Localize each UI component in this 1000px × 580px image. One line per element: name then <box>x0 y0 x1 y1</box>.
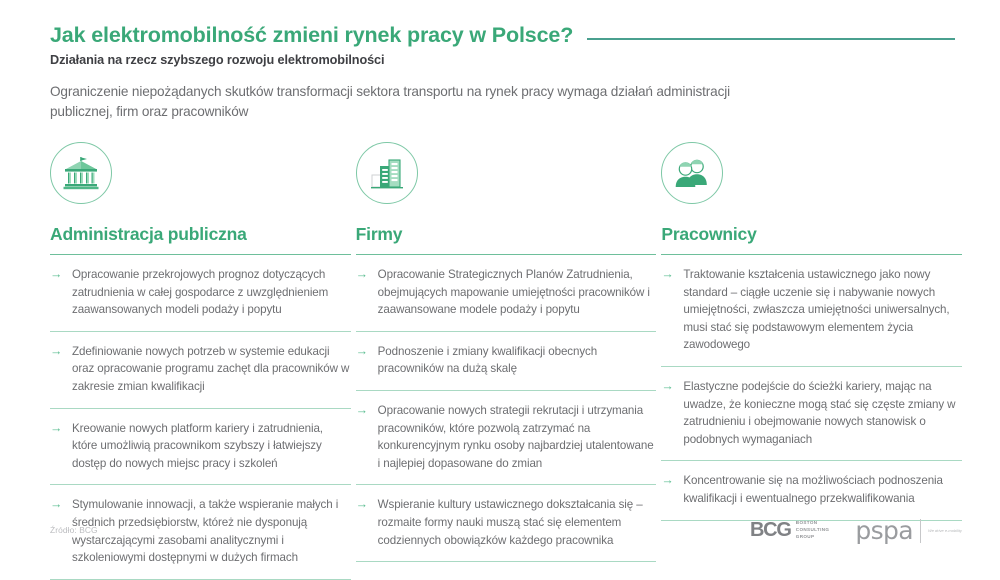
arrow-right-icon: → <box>355 497 369 512</box>
arrow-right-icon: → <box>661 267 674 281</box>
column-title: Administracja publiczna <box>50 224 247 244</box>
title-rule <box>587 38 955 40</box>
list-item-text: Traktowanie kształcenia ustawicznego jako nowy standard – ciągłe uczenie się i nabywanie nowych umiejętności, zwłaszcza umiejętności uniwersalnych, musi stać się podstawowym elementem życia zawodowego <box>683 268 950 352</box>
column-divider <box>356 561 657 562</box>
intro-paragraph: Ograniczenie niepożądanych skutków transformacji sektora transportu na rynek pracy wymaga działań administracji publicznej, firm oraz pracowników <box>50 84 730 119</box>
list-item-text: Podnoszenie i zmiany kwalifikacji obecnych pracowników na dużą skalę <box>377 344 598 376</box>
arrow-right-icon: → <box>661 473 674 488</box>
list-item <box>356 391 657 484</box>
bcg-logo-line2: CONSULTING <box>795 527 830 533</box>
source-note: Źródło: BCG <box>50 525 98 535</box>
arrow-right-icon: → <box>355 267 369 281</box>
column-administracja-publiczna <box>50 142 351 580</box>
column-firmy <box>356 142 657 580</box>
arrow-right-icon: → <box>50 497 63 512</box>
logos-container <box>750 516 964 545</box>
list-item-text: Elastyczne podejście do ścieżki kariery, mając na uwadze, że konieczne mogą stać się częste zmiany w zatrudnieniu i obejmowanie nowych stanowisk o podobnych wymaganiach <box>683 380 956 446</box>
column-pracownicy <box>661 142 962 580</box>
arrow-right-icon: → <box>355 403 369 418</box>
arrow-right-icon: → <box>50 420 63 435</box>
title-row <box>50 24 955 48</box>
bcg-logo-line3: GROUP <box>795 533 815 539</box>
column-title: Pracownicy <box>661 224 757 244</box>
list-item-text: Koncentrowanie się na możliwościach podnoszenia kwalifikacji i ewentualnego przekwalifikowania <box>683 474 943 506</box>
list-item-text: Opracowanie Strategicznych Planów Zatrudnienia, obejmujących mapowanie umiejętności pracowników i zaawansowane modele podaży i popytu <box>377 268 650 317</box>
two-people-icon <box>661 142 723 204</box>
list-item <box>661 367 962 460</box>
arrow-right-icon: → <box>50 343 63 358</box>
list-item-text: Zdefiniowanie nowych potrzeb w systemie edukacji oraz opracowanie programu zachęt dla pracowników w zakresie zmian kwalifikacji <box>72 344 350 394</box>
arrow-right-icon: → <box>50 267 63 281</box>
list-item-text: Wspieranie kultury ustawicznego dokształcania się – rozmaite formy nauki muszą stać się elementem codziennych obowiązków każdego pracownika <box>377 498 643 547</box>
government-building-icon <box>50 142 112 204</box>
columns-container <box>50 142 962 580</box>
bcg-logo <box>750 519 829 542</box>
bcg-logo-subtext <box>796 520 830 541</box>
list-item-text: Opracowanie przekrojowych prognoz dotyczących zatrudnienia w całej gospodarce z uwzględnieniem zaawansowanych modeli podaży i popytu <box>72 268 329 317</box>
pspa-logo-divider <box>920 519 921 543</box>
list-item <box>356 332 657 390</box>
list-item <box>356 255 657 331</box>
list-item <box>661 461 962 519</box>
list-item <box>356 485 657 561</box>
bcg-wordmark: BCG <box>749 519 791 541</box>
list-item-text: Kreowanie nowych platform kariery i zatrudnienia, które umożliwią pracownikom szybszy i łatwiejszy dostęp do nowych miejsc pracy i szkoleń <box>72 421 323 470</box>
list-item-text: Opracowanie nowych strategii rekrutacji i utrzymania pracowników, które pozwolą zatrzymać na konkurencyjnym rynku osoby najbardziej utalentowane i najlepiej dopasowane do zmian <box>377 404 654 470</box>
list-item-text: Stymulowanie innowacji, a także wspieranie małych i średnich przedsiębiorstw, któreż nie dysponują wystarczającymi zasobami analitycznymi i szkoleniowymi dostępnymi w dużych firmach <box>72 498 339 565</box>
arrow-right-icon: → <box>355 343 369 358</box>
list-item <box>661 255 962 366</box>
pspa-wordmark: pspa <box>855 516 913 545</box>
header <box>50 24 955 67</box>
column-title: Firmy <box>355 224 403 244</box>
list-item <box>50 255 351 331</box>
list-item <box>50 409 351 485</box>
pspa-logo-tagline: We drive e-mobility <box>928 527 962 533</box>
arrow-right-icon: → <box>661 379 674 394</box>
list-item <box>50 332 351 408</box>
page-title: Jak elektromobilność zmieni rynek pracy w Polsce? <box>50 23 574 47</box>
office-buildings-icon <box>356 142 418 204</box>
pspa-logo <box>855 516 964 545</box>
bcg-logo-line1: BOSTON <box>795 520 818 526</box>
page-subtitle: Działania na rzecz szybszego rozwoju elektromobilności <box>50 52 385 67</box>
